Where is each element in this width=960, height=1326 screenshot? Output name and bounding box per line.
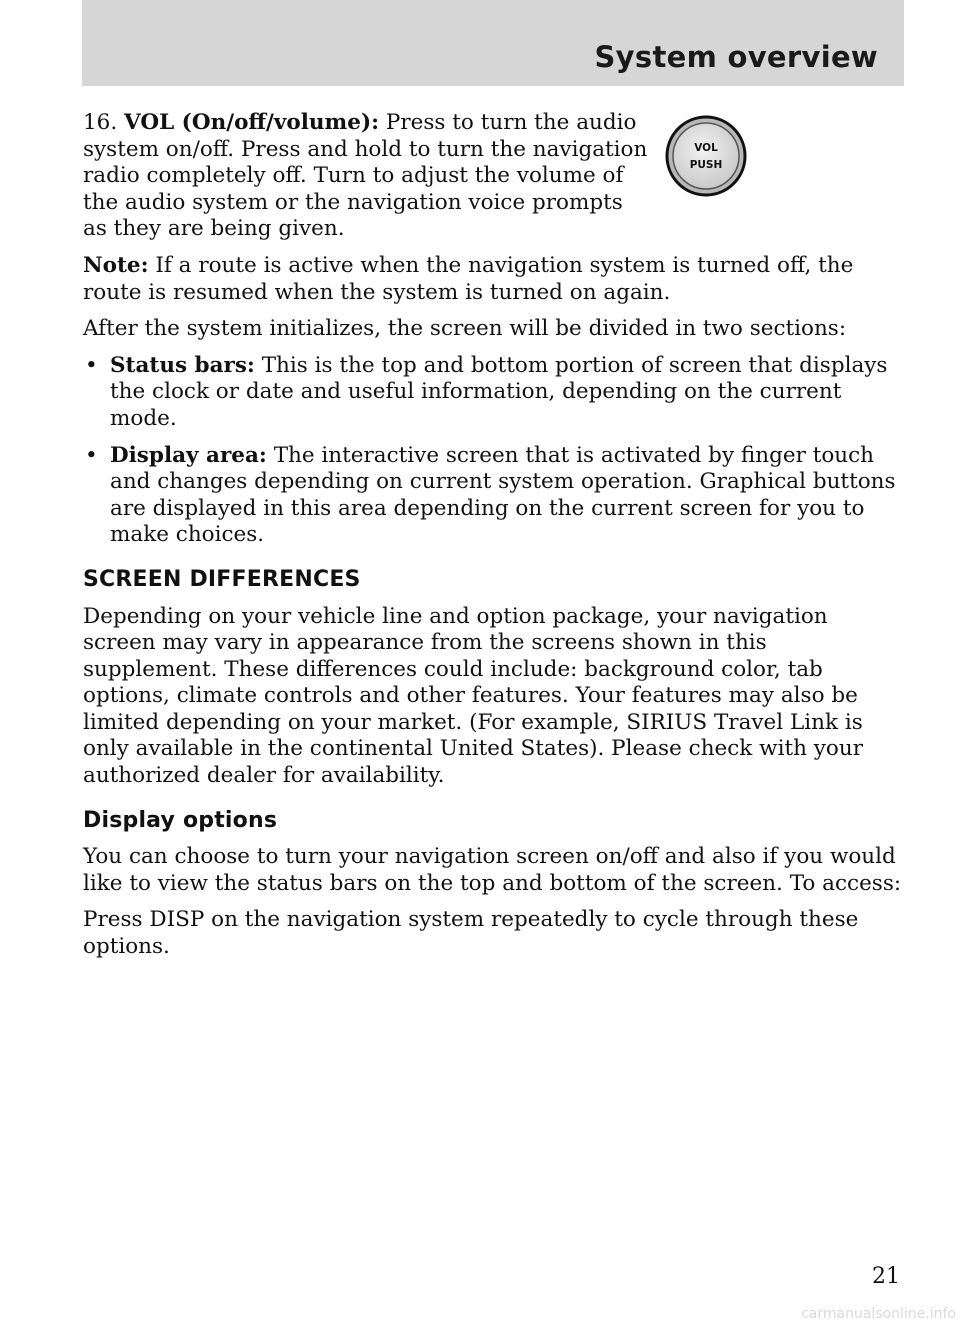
screen-differences-heading: SCREEN DIFFERENCES [83, 566, 361, 592]
vol-push-knob-icon [664, 114, 748, 198]
item-number: 16. [83, 110, 118, 135]
knob-label-push: PUSH [689, 159, 723, 171]
vol-label: VOL (On/off/volume): [124, 110, 380, 135]
display-options-heading: Display options [83, 807, 278, 833]
bullet-label: Status bars: [110, 352, 255, 378]
vol-description [83, 110, 903, 243]
header-band [82, 0, 904, 86]
sections-list [83, 353, 903, 549]
bullet-text: The interactive screen that is activated by finger touch and changes depending on current system operation. Graphical buttons are displayed in this area depending on the current screen for you to make choices. [110, 442, 896, 548]
bullet-icon: • [85, 352, 98, 378]
display-options-text: You can choose to turn your navigation screen on/off and also if you would like to view the status bars on the top and bottom of the screen. To access: [83, 844, 902, 896]
list-item [83, 443, 903, 549]
vol-text: Press to turn the audio system on/off. Press and hold to turn the navigation radio completely off. Turn to adjust the volume of the audio system or the navigation voice prompts as they are being given. [83, 110, 648, 242]
note-label: Note: [83, 252, 149, 278]
section-title: System overview [594, 40, 878, 74]
bullet-label: Display area: [110, 442, 267, 468]
screen-differences-text: Depending on your vehicle line and option package, your navigation screen may vary in appearance from the screens shown in this supplement. These differences could include: background color, tab options, climate controls and other features. Your features may also be limited depending on your market. (For example, SIRIUS Travel Link is only available in the continental United States). Please check with your authorized dealer for availability. [83, 603, 863, 789]
page-content [83, 110, 903, 971]
display-options-instruction: Press DISP on the navigation system repeatedly to cycle through these options. [83, 907, 859, 960]
note-paragraph [83, 253, 903, 306]
watermark: carmanualsonline.info [801, 1306, 956, 1322]
note-text: If a route is active when the navigation system is turned off, the route is resumed when the system is turned on again. [83, 252, 854, 305]
bullet-icon: • [85, 442, 98, 468]
list-item [83, 353, 903, 433]
bullet-text: This is the top and bottom portion of screen that displays the clock or date and useful information, depending on the current mode. [110, 352, 888, 431]
vol-knob-figure [664, 114, 748, 198]
knob-label-vol: VOL [694, 142, 718, 154]
page-number: 21 [872, 1264, 900, 1289]
after-init-paragraph: After the system initializes, the screen will be divided in two sections: [83, 316, 847, 342]
